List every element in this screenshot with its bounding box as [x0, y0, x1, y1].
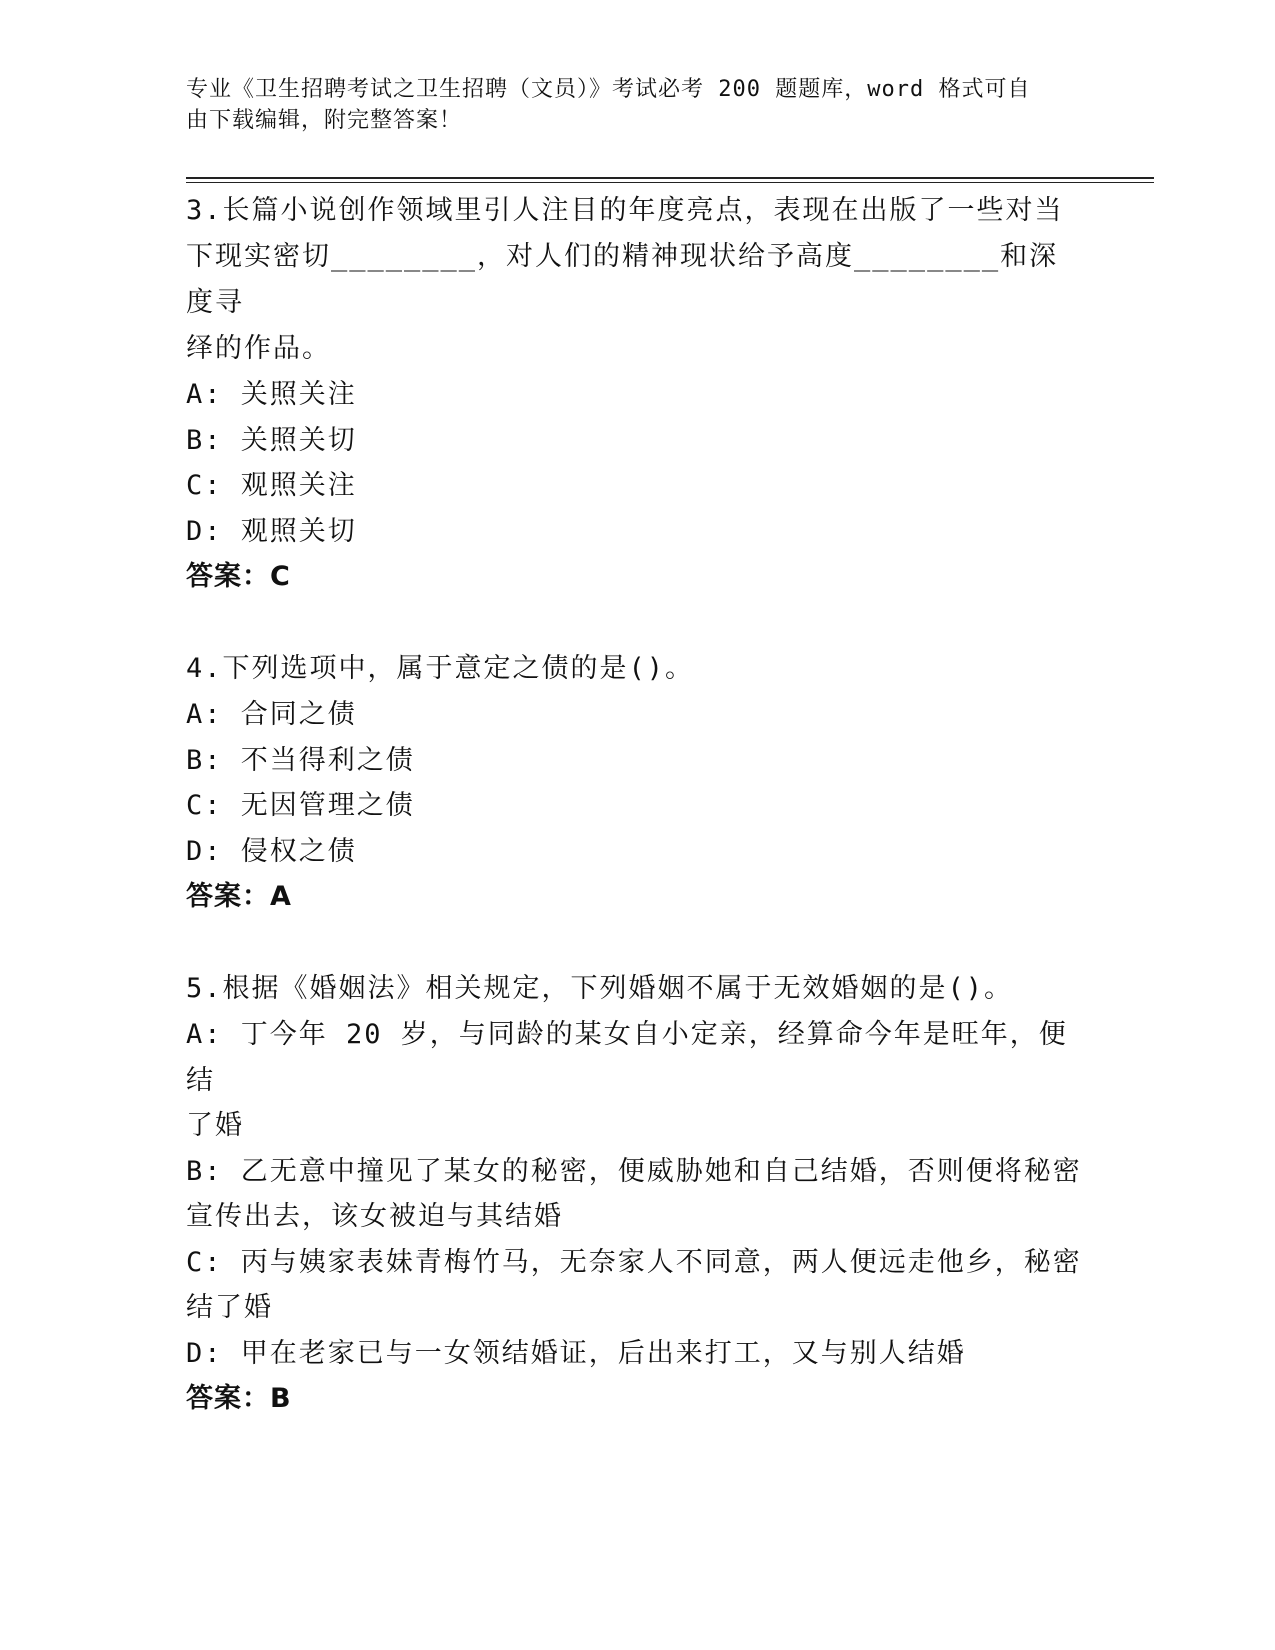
header-rule-thin — [186, 182, 1154, 183]
question-stem-line: 下现实密切________，对人们的精神现状给予高度________和深度寻 — [186, 241, 1059, 318]
question-list — [186, 188, 1086, 1422]
spacer — [186, 600, 1086, 646]
option-c: C: 观照关注 — [186, 470, 357, 501]
answer-line: 答案：B — [186, 1383, 292, 1414]
option-b: B: 不当得利之债 — [186, 744, 415, 776]
option-d: D: 侵权之债 — [186, 835, 357, 867]
option-a: A: 关照关注 — [186, 379, 357, 410]
option-c-line-2: 结了婚 — [186, 1292, 273, 1323]
header-rule-thick — [186, 177, 1154, 179]
answer-line: 答案：C — [186, 561, 291, 592]
question-stem-line: 绎的作品。 — [186, 333, 331, 364]
option-b-line-2: 宣传出去，该女被迫与其结婚 — [186, 1201, 563, 1232]
option-c: C: 无因管理之债 — [186, 790, 415, 821]
option-d: D: 观照关切 — [186, 515, 357, 547]
question-stem-line: 5.根据《婚姻法》相关规定，下列婚姻不属于无效婚姻的是()。 — [186, 973, 1014, 1004]
option-a: A: 合同之债 — [186, 699, 357, 730]
question-5 — [186, 966, 1086, 1422]
header-line-1: 专业《卫生招聘考试之卫生招聘（文员）》考试必考 200 题题库，word 格式可自 — [186, 77, 1031, 102]
question-stem-line: 3.长篇小说创作领域里引人注目的年度亮点，表现在出版了一些对当 — [186, 195, 1064, 226]
option-d: D: 甲在老家已与一女领结婚证，后出来打工，又与别人结婚 — [186, 1337, 966, 1369]
question-3 — [186, 188, 1086, 600]
spacer — [186, 920, 1086, 966]
answer-line: 答案：A — [186, 881, 292, 912]
option-b-line-1: B: 乙无意中撞见了某女的秘密，便威胁她和自己结婚，否则便将秘密 — [186, 1155, 1082, 1187]
option-c-line-1: C: 丙与姨家表妹青梅竹马，无奈家人不同意，两人便远走他乡，秘密 — [186, 1246, 1082, 1278]
question-4 — [186, 646, 1086, 920]
option-b: B: 关照关切 — [186, 424, 357, 456]
option-a-line-1: A: 丁今年 20 岁，与同龄的某女自小定亲，经算命今年是旺年，便结 — [186, 1019, 1068, 1096]
header-line-2: 由下载编辑，附完整答案！ — [186, 108, 463, 133]
document-header — [186, 74, 1066, 136]
option-a-line-2: 了婚 — [186, 1110, 244, 1141]
question-stem-line: 4.下列选项中，属于意定之债的是()。 — [186, 653, 695, 684]
